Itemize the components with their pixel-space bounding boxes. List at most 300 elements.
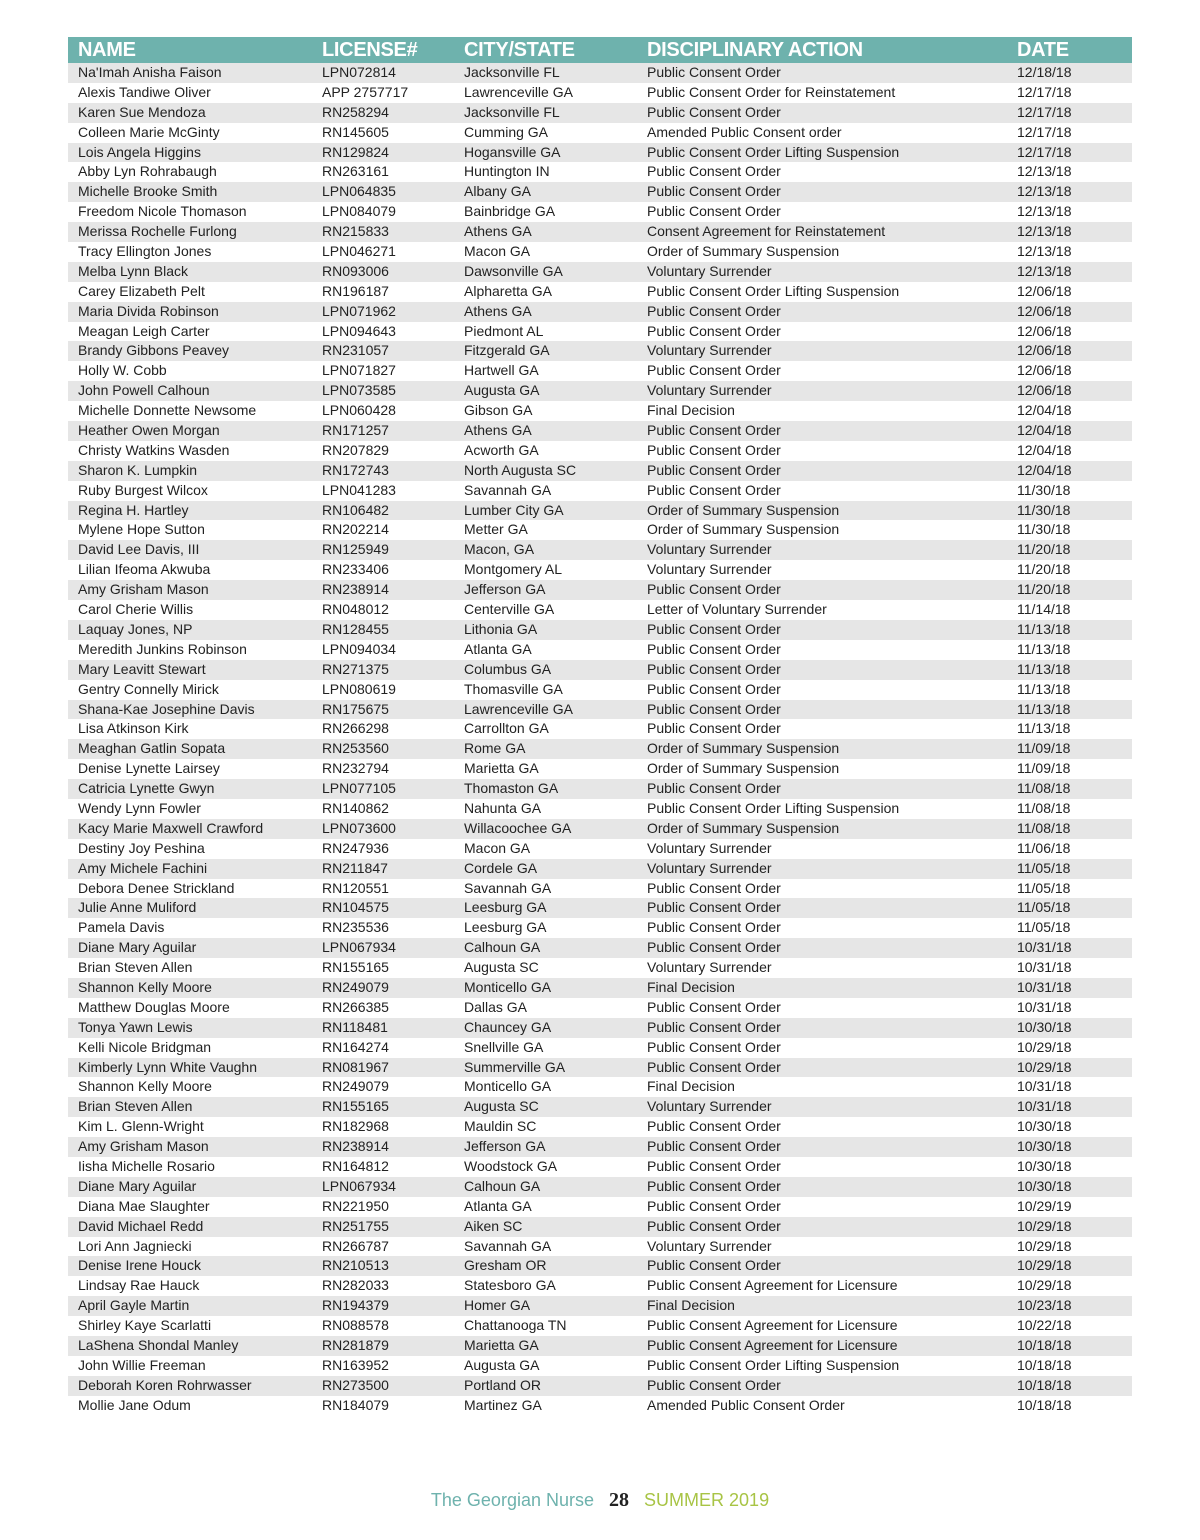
- license-cell: LPN064835: [322, 183, 396, 200]
- action-cell: Public Consent Order: [647, 581, 781, 598]
- action-cell: Public Consent Order: [647, 1058, 781, 1075]
- name-cell: Pamela Davis: [78, 919, 165, 936]
- city-state-cell: Dallas GA: [464, 998, 528, 1015]
- city-state-cell: Nahunta GA: [464, 799, 542, 816]
- name-cell: Diane Mary Aguilar: [78, 939, 197, 956]
- action-cell: Public Consent Order: [647, 461, 781, 478]
- license-cell: RN263161: [322, 163, 389, 180]
- table-row: [68, 481, 1132, 501]
- date-cell: 10/30/18: [1017, 1177, 1072, 1194]
- license-cell: RN266787: [322, 1237, 389, 1254]
- date-cell: 10/31/18: [1017, 1098, 1072, 1115]
- table-row: [68, 341, 1132, 361]
- city-state-cell: Gibson GA: [464, 402, 533, 419]
- table-row: [68, 978, 1132, 998]
- name-cell: Freedom Nicole Thomason: [78, 203, 247, 220]
- action-cell: Voluntary Surrender: [647, 839, 772, 856]
- column-header-name: NAME: [78, 39, 136, 61]
- name-cell: Lori Ann Jagniecki: [78, 1237, 192, 1254]
- city-state-cell: Aiken SC: [464, 1217, 523, 1234]
- table-row: [68, 839, 1132, 859]
- action-cell: Public Consent Order: [647, 163, 781, 180]
- city-state-cell: North Augusta SC: [464, 461, 577, 478]
- city-state-cell: Athens GA: [464, 422, 532, 439]
- action-cell: Voluntary Surrender: [647, 262, 772, 279]
- date-cell: 12/13/18: [1017, 243, 1072, 260]
- magazine-title: The Georgian Nurse: [430, 1490, 594, 1510]
- date-cell: 10/18/18: [1017, 1337, 1072, 1353]
- license-cell: RN221950: [322, 1197, 389, 1214]
- disciplinary-actions-table: [68, 37, 1132, 1416]
- city-state-cell: Lawrenceville GA: [464, 700, 573, 717]
- table-row: [68, 103, 1132, 123]
- date-cell: 12/04/18: [1017, 422, 1072, 439]
- date-cell: 10/29/18: [1017, 1277, 1072, 1294]
- date-cell: 10/31/18: [1017, 959, 1072, 976]
- column-header-disciplinary-action: DISCIPLINARY ACTION: [647, 39, 863, 61]
- date-cell: 11/13/18: [1017, 660, 1071, 677]
- table-row: [68, 918, 1132, 938]
- license-cell: RN104575: [322, 899, 389, 916]
- table-row: [68, 898, 1132, 918]
- name-cell: Destiny Joy Peshina: [78, 839, 205, 856]
- license-cell: RN140862: [322, 799, 389, 816]
- name-cell: Brandy Gibbons Peavey: [78, 342, 229, 359]
- license-cell: RN231057: [322, 342, 389, 359]
- action-cell: Order of Summary Suspension: [647, 740, 840, 757]
- action-cell: Public Consent Order: [647, 183, 781, 200]
- name-cell: Christy Watkins Wasden: [78, 441, 230, 458]
- action-cell: Order of Summary Suspension: [647, 819, 840, 836]
- table-row: [68, 322, 1132, 342]
- name-cell: Melba Lynn Black: [78, 262, 188, 279]
- date-cell: 11/20/18: [1017, 561, 1071, 578]
- city-state-cell: Jacksonville FL: [464, 103, 560, 120]
- table-row: [68, 600, 1132, 620]
- date-cell: 10/31/18: [1017, 1078, 1072, 1095]
- action-cell: Public Consent Order: [647, 640, 781, 657]
- city-state-cell: Acworth GA: [464, 441, 539, 458]
- license-cell: RN118481: [322, 1018, 388, 1035]
- license-cell: RN106482: [322, 501, 389, 518]
- city-state-cell: Summerville GA: [464, 1058, 566, 1075]
- action-cell: Voluntary Surrender: [647, 1098, 772, 1115]
- date-cell: 11/08/18: [1017, 780, 1071, 797]
- license-cell: RN266385: [322, 998, 389, 1015]
- date-cell: 10/29/18: [1017, 1217, 1072, 1234]
- name-cell: Mary Leavitt Stewart: [78, 660, 206, 677]
- city-state-cell: Jefferson GA: [464, 581, 546, 598]
- table-row: [68, 182, 1132, 202]
- date-cell: 12/04/18: [1017, 461, 1072, 478]
- action-cell: Order of Summary Suspension: [647, 521, 840, 538]
- license-cell: LPN094034: [322, 640, 396, 657]
- date-cell: 11/09/18: [1017, 740, 1071, 757]
- license-cell: RN215833: [322, 223, 389, 240]
- action-cell: Public Consent Order: [647, 998, 781, 1015]
- name-cell: Ruby Burgest Wilcox: [78, 481, 208, 498]
- date-cell: 11/13/18: [1017, 620, 1071, 637]
- table-row: [68, 1296, 1132, 1316]
- date-cell: 11/20/18: [1017, 541, 1071, 558]
- license-cell: RN233406: [322, 561, 389, 578]
- date-cell: 12/17/18: [1017, 103, 1072, 120]
- name-cell: Michelle Donnette Newsome: [78, 402, 257, 419]
- table-row: [68, 461, 1132, 481]
- date-cell: 10/18/18: [1017, 1396, 1072, 1413]
- table-row: [68, 859, 1132, 879]
- date-cell: 10/30/18: [1017, 1018, 1072, 1035]
- name-cell: Lilian Ifeoma Akwuba: [78, 561, 211, 578]
- license-cell: RN194379: [322, 1297, 389, 1314]
- license-cell: RN081967: [322, 1058, 389, 1075]
- action-cell: Voluntary Surrender: [647, 382, 772, 399]
- table-row: [68, 262, 1132, 282]
- name-cell: Lois Angela Higgins: [78, 143, 201, 160]
- table-row: [68, 560, 1132, 580]
- city-state-cell: Thomasville GA: [464, 680, 563, 697]
- page-number: 28: [609, 1489, 630, 1511]
- table-row: [68, 1356, 1132, 1376]
- city-state-cell: Hartwell GA: [464, 362, 539, 379]
- name-cell: Gentry Connelly Mirick: [78, 680, 219, 697]
- license-cell: RN129824: [322, 143, 389, 160]
- city-state-cell: Atlanta GA: [464, 1197, 532, 1214]
- table-row: [68, 381, 1132, 401]
- name-cell: Merissa Rochelle Furlong: [78, 223, 237, 240]
- action-cell: Public Consent Order: [647, 1038, 781, 1055]
- name-cell: Amy Grisham Mason: [78, 1138, 209, 1155]
- name-cell: Denise Irene Houck: [78, 1257, 201, 1274]
- city-state-cell: Lumber City GA: [464, 501, 564, 518]
- city-state-cell: Savannah GA: [464, 481, 552, 498]
- license-cell: RN093006: [322, 262, 389, 279]
- date-cell: 12/13/18: [1017, 163, 1072, 180]
- license-cell: RN232794: [322, 760, 389, 777]
- name-cell: Tracy Ellington Jones: [78, 243, 212, 260]
- name-cell: LaShena Shondal Manley: [78, 1337, 239, 1353]
- page-footer: [0, 1488, 1200, 1512]
- city-state-cell: Augusta GA: [464, 1356, 540, 1373]
- table-row: [68, 83, 1132, 103]
- city-state-cell: Piedmont AL: [464, 322, 544, 339]
- action-cell: Voluntary Surrender: [647, 859, 772, 876]
- name-cell: Matthew Douglas Moore: [78, 998, 230, 1015]
- date-cell: 10/29/18: [1017, 1237, 1072, 1254]
- date-cell: 10/18/18: [1017, 1356, 1072, 1373]
- city-state-cell: Columbus GA: [464, 660, 552, 677]
- table-row: [68, 1336, 1132, 1356]
- action-cell: Public Consent Order: [647, 481, 781, 498]
- date-cell: 11/30/18: [1017, 521, 1071, 538]
- date-cell: 10/30/18: [1017, 1118, 1072, 1135]
- table-row: [68, 1276, 1132, 1296]
- name-cell: Iisha Michelle Rosario: [78, 1157, 215, 1174]
- city-state-cell: Marietta GA: [464, 760, 539, 777]
- city-state-cell: Jefferson GA: [464, 1138, 546, 1155]
- name-cell: Holly W. Cobb: [78, 362, 167, 379]
- action-cell: Public Consent Order: [647, 322, 781, 339]
- city-state-cell: Leesburg GA: [464, 919, 547, 936]
- date-cell: 10/31/18: [1017, 978, 1072, 995]
- name-cell: Lindsay Rae Hauck: [78, 1277, 200, 1294]
- action-cell: Consent Agreement for Reinstatement: [647, 223, 886, 240]
- license-cell: RN172743: [322, 461, 389, 478]
- city-state-cell: Marietta GA: [464, 1337, 539, 1353]
- city-state-cell: Hogansville GA: [464, 143, 561, 160]
- table-row: [68, 1316, 1132, 1336]
- license-cell: LPN060428: [322, 402, 396, 419]
- date-cell: 10/31/18: [1017, 939, 1072, 956]
- table-row: [68, 1117, 1132, 1137]
- city-state-cell: Calhoun GA: [464, 939, 541, 956]
- action-cell: Public Consent Order: [647, 899, 781, 916]
- name-cell: Shirley Kaye Scarlatti: [78, 1317, 212, 1334]
- city-state-cell: Augusta GA: [464, 382, 540, 399]
- name-cell: Amy Grisham Mason: [78, 581, 209, 598]
- action-cell: Public Consent Order Lifting Suspension: [647, 143, 900, 160]
- action-cell: Order of Summary Suspension: [647, 243, 840, 260]
- city-state-cell: Athens GA: [464, 302, 532, 319]
- action-cell: Voluntary Surrender: [647, 959, 772, 976]
- city-state-cell: Monticello GA: [464, 978, 552, 995]
- table-body: [68, 63, 1132, 1416]
- license-cell: RN125949: [322, 541, 389, 558]
- name-cell: Alexis Tandiwe Oliver: [78, 83, 211, 100]
- action-cell: Voluntary Surrender: [647, 342, 772, 359]
- city-state-cell: Fitzgerald GA: [464, 342, 550, 359]
- name-cell: David Michael Redd: [78, 1217, 204, 1234]
- license-cell: RN120551: [322, 879, 389, 896]
- action-cell: Public Consent Order: [647, 939, 781, 956]
- table-row: [68, 1157, 1132, 1177]
- license-cell: RN238914: [322, 1138, 389, 1155]
- license-cell: RN271375: [322, 660, 389, 677]
- date-cell: 11/05/18: [1017, 879, 1071, 896]
- name-cell: Brian Steven Allen: [78, 959, 193, 976]
- date-cell: 12/13/18: [1017, 203, 1072, 220]
- city-state-cell: Montgomery AL: [464, 561, 563, 578]
- license-cell: LPN084079: [322, 203, 396, 220]
- name-cell: Colleen Marie McGinty: [78, 123, 220, 140]
- date-cell: 12/06/18: [1017, 282, 1072, 299]
- license-cell: RN088578: [322, 1317, 389, 1334]
- date-cell: 12/04/18: [1017, 441, 1072, 458]
- table-row: [68, 401, 1132, 421]
- date-cell: 10/18/18: [1017, 1376, 1072, 1393]
- action-cell: Letter of Voluntary Surrender: [647, 601, 827, 618]
- action-cell: Public Consent Order: [647, 1118, 781, 1135]
- name-cell: Kelli Nicole Bridgman: [78, 1038, 212, 1055]
- city-state-cell: Albany GA: [464, 183, 531, 200]
- date-cell: 10/29/18: [1017, 1038, 1072, 1055]
- name-cell: Maria Divida Robinson: [78, 302, 219, 319]
- action-cell: Public Consent Order: [647, 103, 781, 120]
- city-state-cell: Augusta SC: [464, 1098, 539, 1115]
- name-cell: Meredith Junkins Robinson: [78, 640, 247, 657]
- table-row: [68, 779, 1132, 799]
- name-cell: Meaghan Gatlin Sopata: [78, 740, 226, 757]
- table-row: [68, 958, 1132, 978]
- action-cell: Public Consent Order: [647, 720, 781, 737]
- date-cell: 12/04/18: [1017, 402, 1072, 419]
- license-cell: RN184079: [322, 1396, 389, 1413]
- date-cell: 12/13/18: [1017, 262, 1072, 279]
- table-row: [68, 620, 1132, 640]
- city-state-cell: Savannah GA: [464, 879, 552, 896]
- table-row: [68, 1396, 1132, 1416]
- date-cell: 12/17/18: [1017, 83, 1072, 100]
- action-cell: Public Consent Order: [647, 1376, 781, 1393]
- city-state-cell: Portland OR: [464, 1376, 542, 1393]
- city-state-cell: Statesboro GA: [464, 1277, 556, 1294]
- license-cell: RN202214: [322, 521, 389, 538]
- license-cell: RN210513: [322, 1257, 389, 1274]
- action-cell: Public Consent Order: [647, 1257, 781, 1274]
- table-row: [68, 540, 1132, 560]
- date-cell: 12/13/18: [1017, 223, 1072, 240]
- license-cell: RN048012: [322, 601, 389, 618]
- table-row: [68, 242, 1132, 262]
- license-cell: LPN067934: [322, 1177, 396, 1194]
- name-cell: Julie Anne Muliford: [78, 899, 197, 916]
- action-cell: Order of Summary Suspension: [647, 501, 840, 518]
- table-row: [68, 361, 1132, 381]
- date-cell: 12/06/18: [1017, 382, 1072, 399]
- action-cell: Public Consent Order: [647, 1157, 781, 1174]
- city-state-cell: Dawsonville GA: [464, 262, 563, 279]
- table-row: [68, 202, 1132, 222]
- action-cell: Public Consent Order: [647, 680, 781, 697]
- date-cell: 11/05/18: [1017, 919, 1071, 936]
- city-state-cell: Rome GA: [464, 740, 526, 757]
- license-cell: LPN073585: [322, 382, 396, 399]
- date-cell: 11/06/18: [1017, 839, 1071, 856]
- action-cell: Public Consent Order Lifting Suspension: [647, 799, 900, 816]
- license-cell: RN163952: [322, 1356, 389, 1373]
- license-cell: LPN046271: [322, 243, 396, 260]
- license-cell: LPN073600: [322, 819, 396, 836]
- name-cell: Shana-Kae Josephine Davis: [78, 700, 255, 717]
- action-cell: Public Consent Order: [647, 879, 781, 896]
- date-cell: 10/29/19: [1017, 1197, 1072, 1214]
- license-cell: RN182968: [322, 1118, 389, 1135]
- city-state-cell: Snellville GA: [464, 1038, 544, 1055]
- table-row: [68, 1376, 1132, 1396]
- date-cell: 11/13/18: [1017, 700, 1071, 717]
- date-cell: 11/30/18: [1017, 501, 1071, 518]
- action-cell: Public Consent Order: [647, 1177, 781, 1194]
- license-cell: RN196187: [322, 282, 389, 299]
- city-state-cell: Cordele GA: [464, 859, 538, 876]
- name-cell: Mylene Hope Sutton: [78, 521, 205, 538]
- license-cell: RN253560: [322, 740, 389, 757]
- license-cell: RN266298: [322, 720, 389, 737]
- name-cell: Carol Cherie Willis: [78, 601, 194, 618]
- action-cell: Voluntary Surrender: [647, 561, 772, 578]
- date-cell: 12/06/18: [1017, 302, 1072, 319]
- license-cell: RN164274: [322, 1038, 389, 1055]
- name-cell: Mollie Jane Odum: [78, 1396, 191, 1413]
- column-header-city-state: CITY/STATE: [464, 39, 575, 61]
- city-state-cell: Macon GA: [464, 839, 531, 856]
- city-state-cell: Thomaston GA: [464, 780, 559, 797]
- date-cell: 10/29/18: [1017, 1058, 1072, 1075]
- table-row: [68, 680, 1132, 700]
- action-cell: Public Consent Order Lifting Suspension: [647, 1356, 900, 1373]
- name-cell: Debora Denee Strickland: [78, 879, 235, 896]
- name-cell: Tonya Yawn Lewis: [78, 1018, 193, 1035]
- city-state-cell: Leesburg GA: [464, 899, 547, 916]
- action-cell: Public Consent Order: [647, 1217, 781, 1234]
- name-cell: Brian Steven Allen: [78, 1098, 193, 1115]
- table-row: [68, 1177, 1132, 1197]
- name-cell: Kacy Marie Maxwell Crawford: [78, 819, 264, 836]
- table-row: [68, 580, 1132, 600]
- license-cell: LPN071827: [322, 362, 396, 379]
- license-cell: RN251755: [322, 1217, 389, 1234]
- action-cell: Public Consent Order: [647, 660, 781, 677]
- table-row: [68, 700, 1132, 720]
- date-cell: 11/30/18: [1017, 481, 1071, 498]
- license-cell: LPN080619: [322, 680, 396, 697]
- table-row: [68, 660, 1132, 680]
- date-cell: 11/05/18: [1017, 859, 1071, 876]
- date-cell: 10/30/18: [1017, 1157, 1072, 1174]
- name-cell: Michelle Brooke Smith: [78, 183, 218, 200]
- name-cell: Lisa Atkinson Kirk: [78, 720, 189, 737]
- table-row: [68, 1038, 1132, 1058]
- license-cell: RN258294: [322, 103, 389, 120]
- date-cell: 12/17/18: [1017, 143, 1072, 160]
- license-cell: RN273500: [322, 1376, 389, 1393]
- table-row: [68, 879, 1132, 899]
- city-state-cell: Augusta SC: [464, 959, 539, 976]
- action-cell: Public Consent Order: [647, 700, 781, 717]
- table-row: [68, 143, 1132, 163]
- name-cell: John Powell Calhoun: [78, 382, 210, 399]
- name-cell: John Willie Freeman: [78, 1356, 206, 1373]
- city-state-cell: Cumming GA: [464, 123, 549, 140]
- action-cell: Public Consent Order Lifting Suspension: [647, 282, 900, 299]
- table-row: [68, 1097, 1132, 1117]
- city-state-cell: Athens GA: [464, 223, 532, 240]
- name-cell: Abby Lyn Rohrabaugh: [78, 163, 217, 180]
- city-state-cell: Calhoun GA: [464, 1177, 541, 1194]
- date-cell: 12/17/18: [1017, 123, 1072, 140]
- action-cell: Public Consent Order: [647, 620, 781, 637]
- date-cell: 12/18/18: [1017, 64, 1072, 80]
- license-cell: RN211847: [322, 859, 388, 876]
- date-cell: 11/05/18: [1017, 899, 1071, 916]
- license-cell: APP 2757717: [322, 83, 409, 100]
- table-row: [68, 719, 1132, 739]
- license-cell: RN164812: [322, 1157, 389, 1174]
- license-cell: RN155165: [322, 959, 389, 976]
- action-cell: Public Consent Order: [647, 1018, 781, 1035]
- name-cell: Carey Elizabeth Pelt: [78, 282, 205, 299]
- table-row: [68, 520, 1132, 540]
- table-header: [68, 37, 1132, 63]
- action-cell: Public Consent Agreement for Licensure: [647, 1317, 898, 1334]
- date-cell: 10/30/18: [1017, 1138, 1072, 1155]
- city-state-cell: Macon GA: [464, 243, 531, 260]
- column-header-date: DATE: [1017, 39, 1069, 61]
- city-state-cell: Chattanooga TN: [464, 1317, 567, 1334]
- name-cell: Wendy Lynn Fowler: [78, 799, 201, 816]
- action-cell: Public Consent Order: [647, 441, 781, 458]
- date-cell: 11/20/18: [1017, 581, 1071, 598]
